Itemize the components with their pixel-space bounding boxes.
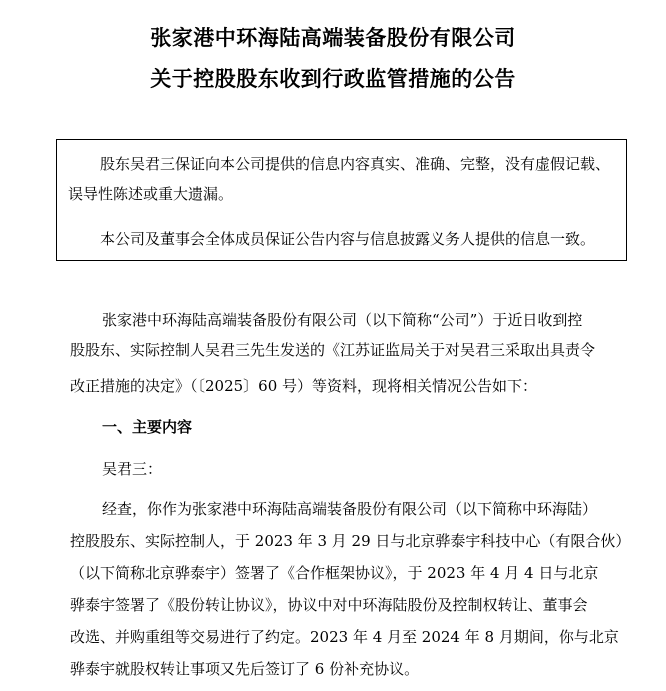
section-heading: 一、主要内容 [102, 418, 193, 436]
intro-line-1: 张家港中环海陆高端装备股份有限公司（以下简称“公司”）于近日收到控 [102, 311, 583, 329]
body-line-2: 控股股东、实际控制人，于 2023 年 3 月 29 日与北京骅泰宇科技中心（有限合伙） [70, 532, 631, 550]
intro-line-3: 改正措施的决定》（〔2025〕60 号）等资料，现将相关情况公告如下： [70, 377, 538, 395]
assurance-notice-box [56, 139, 627, 261]
notice-line-1: 股东吴君三保证向本公司提供的信息内容真实、准确、完整，没有虚假记载、 [100, 155, 611, 173]
intro-line-2: 股股东、实际控制人吴君三先生发送的《江苏证监局关于对吴君三采取出具责令 [70, 341, 596, 359]
body-line-4: 骅泰宇签署了《股份转让协议》，协议中对中环海陆股份及控制权转让、董事会 [70, 596, 588, 614]
notice-line-3: 本公司及董事会全体成员保证公告内容与信息披露义务人提供的信息一致。 [100, 230, 596, 248]
document-title-subject: 关于控股股东收到行政监管措施的公告 [150, 67, 516, 91]
body-line-3: （以下简称北京骅泰宇）签署了《合作框架协议》，于 2023 年 4 月 4 日与北京 [70, 564, 599, 582]
notice-line-2: 误导性陈述或重大遗漏。 [68, 185, 234, 203]
salutation: 吴君三： [102, 460, 163, 478]
body-line-5: 改选、并购重组等交易进行了约定。2023 年 4 月至 2024 年 8 月期间，你与北京 [70, 628, 619, 646]
body-line-1: 经查，你作为张家港中环海陆高端装备股份有限公司（以下简称中环海陆） [102, 500, 598, 518]
body-line-6: 骅泰宇就股权转让事项又先后签订了 6 份补充协议。 [70, 660, 420, 678]
document-title-company: 张家港中环海陆高端装备股份有限公司 [150, 26, 516, 50]
